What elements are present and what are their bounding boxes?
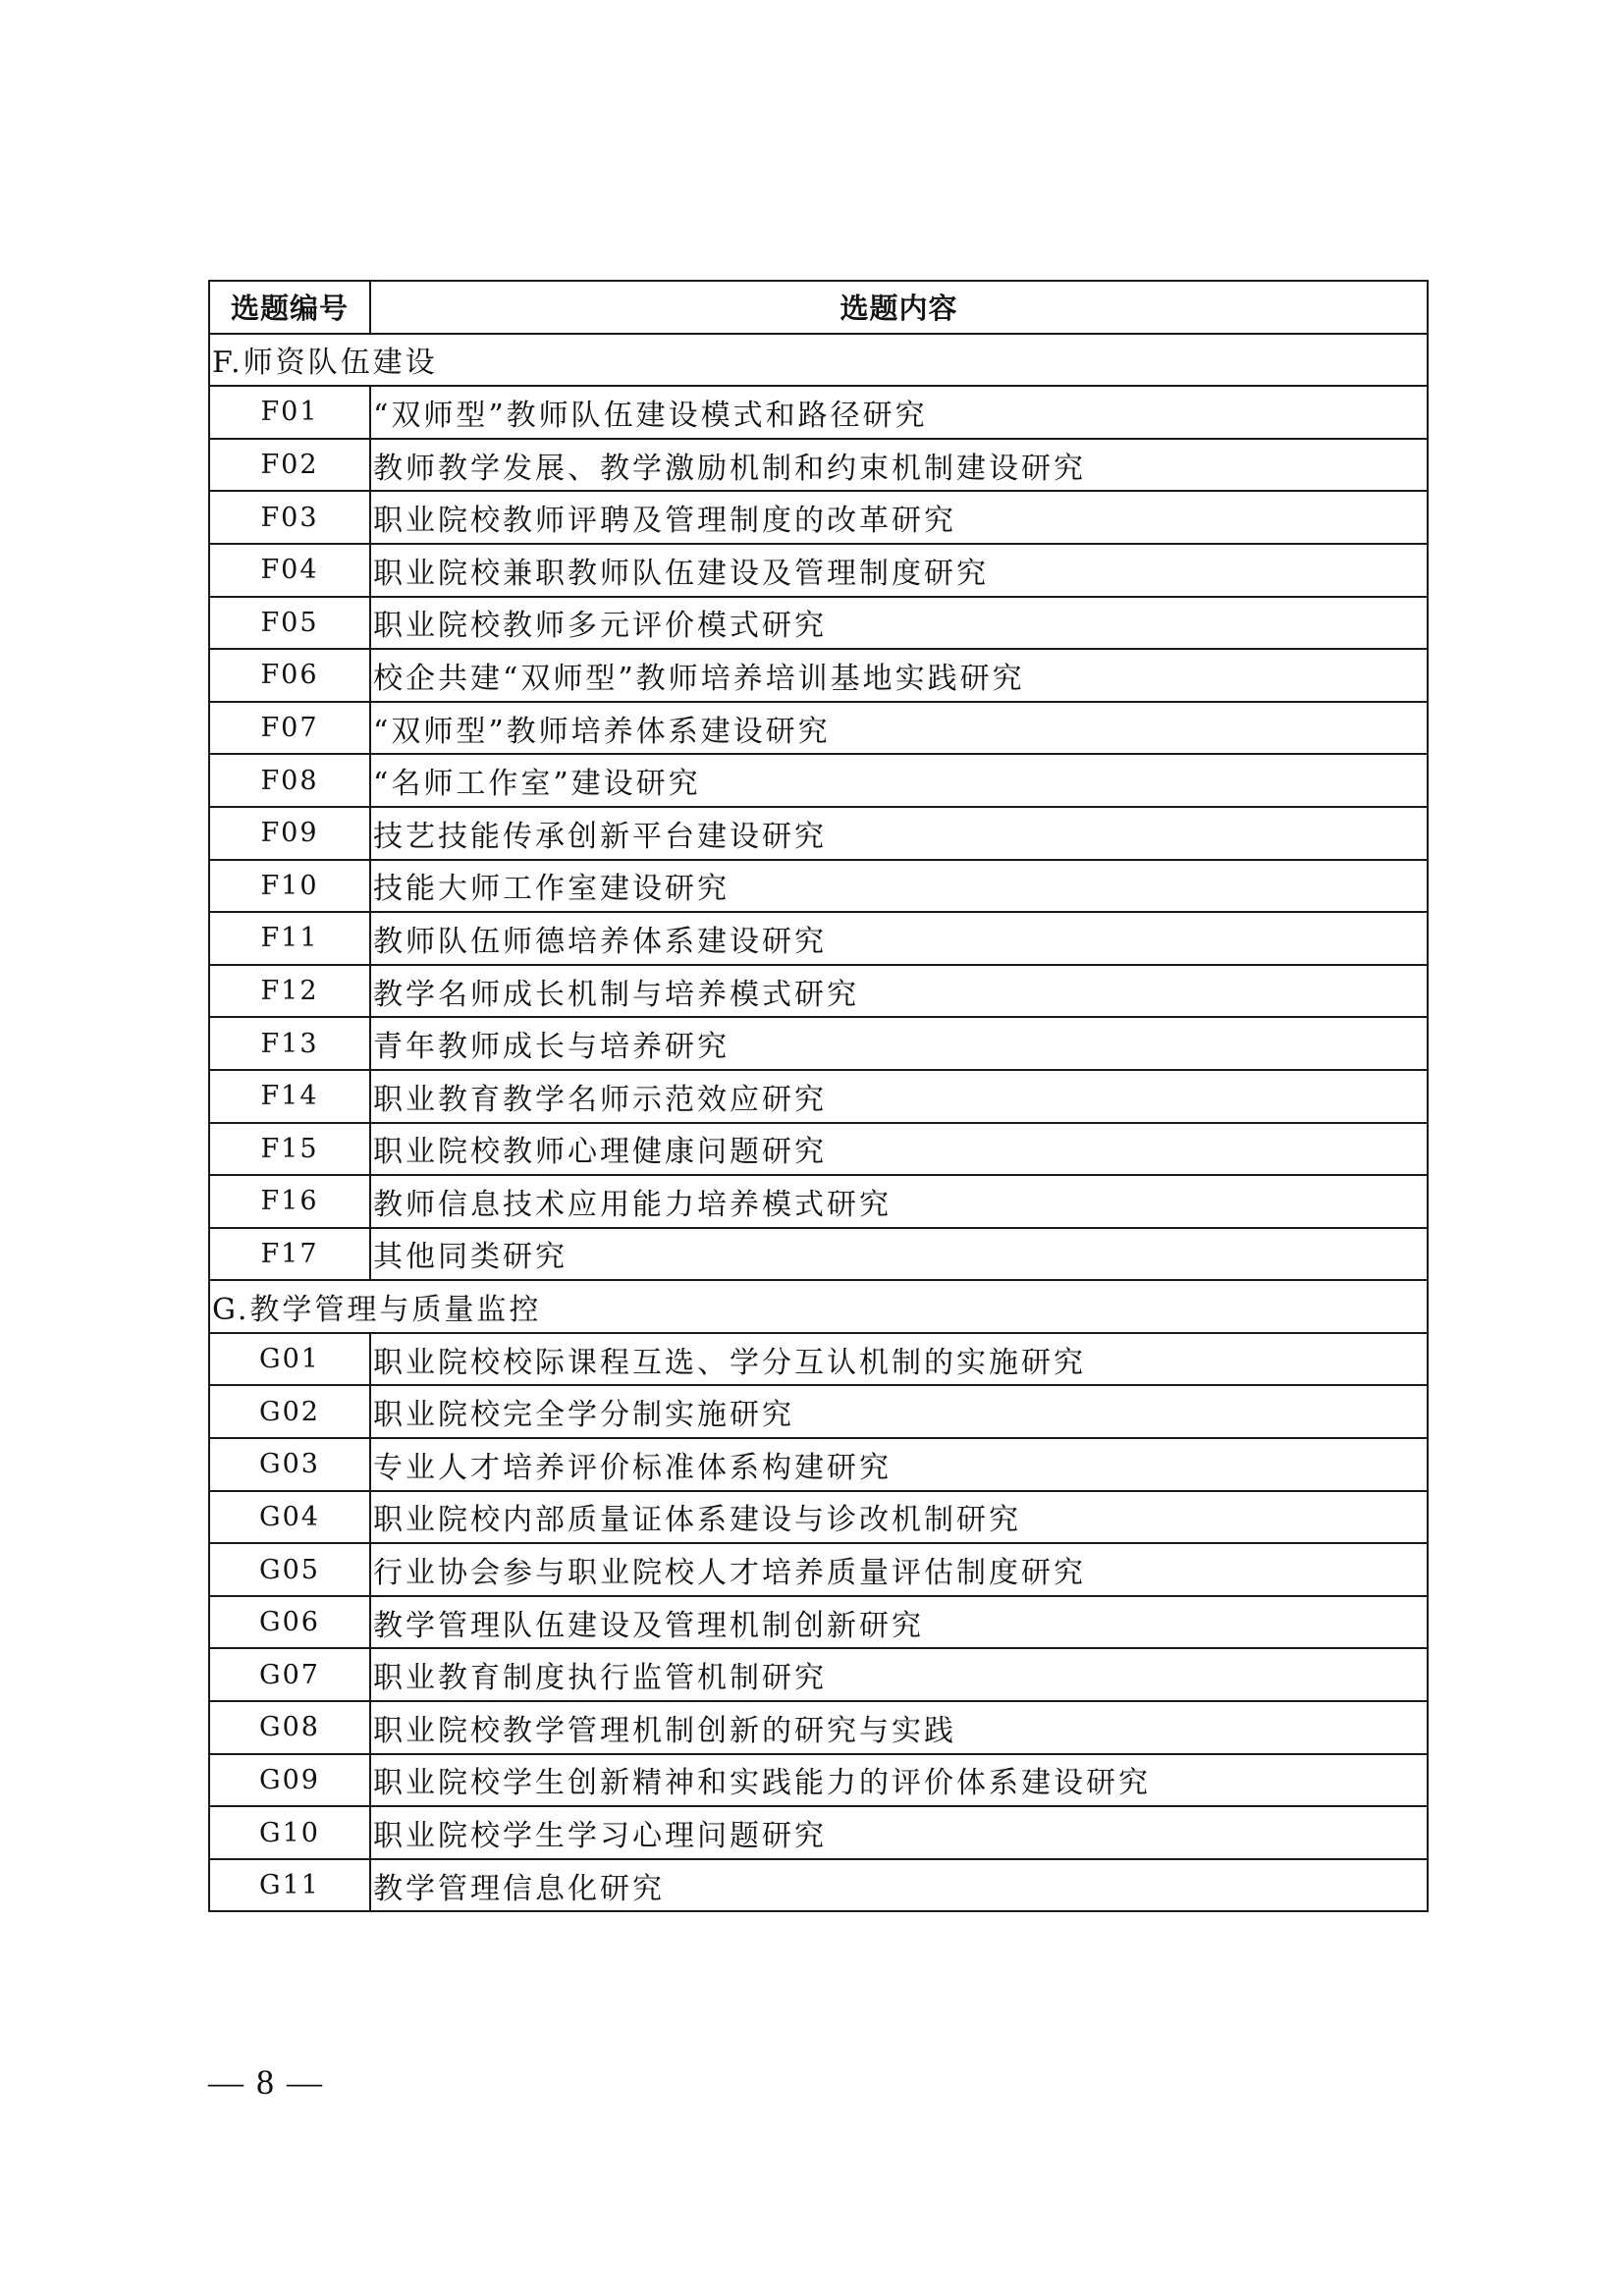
topic-code: F04	[209, 544, 370, 597]
topic-content: “名师工作室”建设研究	[370, 754, 1428, 807]
topic-code: F13	[209, 1017, 370, 1070]
table-row	[209, 1648, 1428, 1701]
topic-content: 职业院校内部质量证体系建设与诊改机制研究	[370, 1491, 1428, 1544]
topic-content: 技能大师工作室建设研究	[370, 860, 1428, 913]
topic-code: G11	[209, 1859, 370, 1912]
topic-content: 教学名师成长机制与培养模式研究	[370, 965, 1428, 1018]
topic-code: F14	[209, 1070, 370, 1123]
topic-content: 行业协会参与职业院校人才培养质量评估制度研究	[370, 1543, 1428, 1596]
table-row	[209, 1123, 1428, 1176]
topic-code: F03	[209, 491, 370, 544]
topic-content: 职业院校教师评聘及管理制度的改革研究	[370, 491, 1428, 544]
topic-content: 职业院校学生创新精神和实践能力的评价体系建设研究	[370, 1754, 1428, 1807]
topic-code: F17	[209, 1228, 370, 1281]
topic-code: G08	[209, 1701, 370, 1754]
topic-code: F05	[209, 597, 370, 650]
table-row	[209, 912, 1428, 965]
page-number: — 8 —	[208, 2062, 324, 2102]
header-content: 选题内容	[370, 281, 1428, 334]
topic-content: 职业院校教师心理健康问题研究	[370, 1123, 1428, 1176]
topic-code: G10	[209, 1806, 370, 1859]
table-row	[209, 491, 1428, 544]
topic-content: 校企共建“双师型”教师培养培训基地实践研究	[370, 649, 1428, 702]
table-row	[209, 754, 1428, 807]
topic-content: 技艺技能传承创新平台建设研究	[370, 807, 1428, 860]
table-row	[209, 1754, 1428, 1807]
topic-content: “双师型”教师队伍建设模式和路径研究	[370, 386, 1428, 439]
topic-code: G04	[209, 1491, 370, 1544]
section-title: G.教学管理与质量监控	[209, 1280, 1428, 1333]
table-row	[209, 1070, 1428, 1123]
topic-code: G02	[209, 1385, 370, 1438]
topic-code: F06	[209, 649, 370, 702]
table-row	[209, 965, 1428, 1018]
topic-content: 教学管理信息化研究	[370, 1859, 1428, 1912]
table-row	[209, 1543, 1428, 1596]
topic-content: 教师教学发展、教学激励机制和约束机制建设研究	[370, 439, 1428, 492]
table-row	[209, 386, 1428, 439]
table-row	[209, 1333, 1428, 1386]
topic-code: G03	[209, 1438, 370, 1491]
table-body	[209, 334, 1428, 1912]
topic-code: G09	[209, 1754, 370, 1807]
topic-code: G07	[209, 1648, 370, 1701]
topic-content: 职业教育教学名师示范效应研究	[370, 1070, 1428, 1123]
topic-code: F16	[209, 1175, 370, 1228]
topic-code: F08	[209, 754, 370, 807]
table-row	[209, 702, 1428, 755]
table-row	[209, 1701, 1428, 1754]
table-row	[209, 649, 1428, 702]
table-row	[209, 1175, 1428, 1228]
topic-code: F01	[209, 386, 370, 439]
topic-content: 职业院校兼职教师队伍建设及管理制度研究	[370, 544, 1428, 597]
table-row	[209, 860, 1428, 913]
table-row	[209, 1859, 1428, 1912]
table-row	[209, 1438, 1428, 1491]
table-row	[209, 1385, 1428, 1438]
topic-code: G01	[209, 1333, 370, 1386]
topic-content: 职业院校教师多元评价模式研究	[370, 597, 1428, 650]
table-row	[209, 1228, 1428, 1281]
topic-content: 职业院校完全学分制实施研究	[370, 1385, 1428, 1438]
topic-content: 专业人才培养评价标准体系构建研究	[370, 1438, 1428, 1491]
table-row	[209, 1596, 1428, 1649]
topic-content: 教师信息技术应用能力培养模式研究	[370, 1175, 1428, 1228]
table-row	[209, 544, 1428, 597]
topic-code: F11	[209, 912, 370, 965]
topic-table	[208, 280, 1429, 1912]
table-row	[209, 807, 1428, 860]
section-row	[209, 1280, 1428, 1333]
table-row	[209, 1017, 1428, 1070]
table-header-row	[209, 281, 1428, 334]
topic-code: F09	[209, 807, 370, 860]
section-title: F.师资队伍建设	[209, 334, 1428, 387]
topic-code: F12	[209, 965, 370, 1018]
topic-code: F15	[209, 1123, 370, 1176]
topic-code: F07	[209, 702, 370, 755]
topic-content: “双师型”教师培养体系建设研究	[370, 702, 1428, 755]
topic-content: 教师队伍师德培养体系建设研究	[370, 912, 1428, 965]
topic-content: 职业院校校际课程互选、学分互认机制的实施研究	[370, 1333, 1428, 1386]
topic-content: 青年教师成长与培养研究	[370, 1017, 1428, 1070]
table-row	[209, 1491, 1428, 1544]
table-row	[209, 439, 1428, 492]
topic-code: G05	[209, 1543, 370, 1596]
topic-code: F02	[209, 439, 370, 492]
topic-content: 教学管理队伍建设及管理机制创新研究	[370, 1596, 1428, 1649]
topic-content: 职业院校教学管理机制创新的研究与实践	[370, 1701, 1428, 1754]
topic-code: F10	[209, 860, 370, 913]
topic-code: G06	[209, 1596, 370, 1649]
table-row	[209, 1806, 1428, 1859]
header-code: 选题编号	[209, 281, 370, 334]
topic-content: 职业教育制度执行监管机制研究	[370, 1648, 1428, 1701]
section-row	[209, 334, 1428, 387]
topic-content: 其他同类研究	[370, 1228, 1428, 1281]
topic-content: 职业院校学生学习心理问题研究	[370, 1806, 1428, 1859]
table-row	[209, 597, 1428, 650]
